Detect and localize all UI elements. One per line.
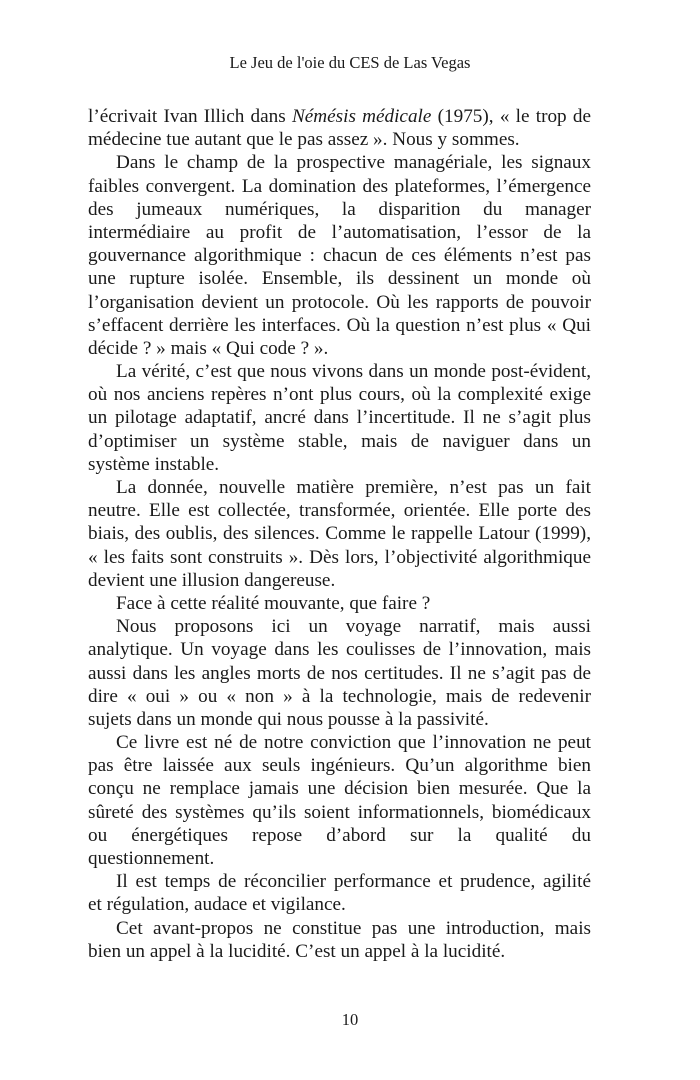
italic-title: Némésis médicale [291,106,432,127]
paragraph [88,151,591,360]
text-line: faibles convergent. La domination des plateformes, l’émergence [88,175,591,197]
text-line: sujets dans un monde qui nous pousse à la passivité. [88,708,489,730]
text-line: une rupture isolée. Ensemble, ils dessinent un monde où [88,268,591,290]
paragraph [88,105,591,151]
text-line: conçu ne remplace jamais une décision bien mesurée. Que la [88,778,591,800]
paragraph [88,615,591,731]
text-line: où nos anciens repères n’ont plus cours, où la complexité exige [88,384,591,406]
text-segment: l’écrivait Ivan Illich dans [88,106,292,127]
text-line: décide ? » mais « Qui code ? ». [88,337,329,359]
paragraph [88,731,591,870]
text-line: intermédiaire au profit de l’automatisation, l’essor de la [88,221,591,243]
text-line: ou énergétiques repose d’abord sur la qualité du [88,824,591,846]
text-line: aussi dans les angles morts de nos certitudes. Il ne s’agit pas de [88,662,591,684]
text-line: système instable. [88,453,220,475]
text-line: s’effacent derrière les interfaces. Où la question n’est plus « Qui [88,314,591,336]
text-line: pas être laissée aux seuls ingénieurs. Qu’un algorithme bien [88,755,591,777]
text-line: Dans le champ de la prospective managériale, les signaux [116,152,591,174]
text-line: La donnée, nouvelle matière première, n’est pas un fait [116,477,591,498]
running-head: Le Jeu de l'oie du CES de Las Vegas [229,53,471,72]
paragraph [88,360,591,476]
text-line: Ce livre est né de notre conviction que l’innovation ne peut [116,732,591,754]
text-line: devient une illusion dangereuse. [88,569,336,591]
text-line: d’optimiser un système stable, mais de naviguer dans un [88,430,591,452]
text-line: Face à cette réalité mouvante, que faire ? [116,592,431,614]
text-line: sûreté des systèmes qu’ils soient informationnels, biomédicaux [88,801,591,823]
text-line: dire « oui » ou « non » à la technologie, mais de redevenir [88,685,591,707]
text-line: et régulation, audace et vigilance. [88,894,346,916]
text-line: La vérité, c’est que nous vivons dans un monde post-évident, [116,361,591,383]
paragraph [88,592,591,615]
text-segment: (1975), « le trop de [431,106,591,127]
text-line: un pilotage adaptatif, ancré dans l’incertitude. Il ne s’agit plus [88,407,591,429]
text-line: l’organisation devient un protocole. Où les rapports de pouvoir [88,291,591,313]
paragraph [88,476,591,592]
text-line: « les faits sont construits ». Dès lors, l’objectivité algorithmique [88,546,591,568]
text-line: Nous proposons ici un voyage narratif, mais aussi [116,616,591,638]
text-line: gouvernance algorithmique : chacun de ces éléments n’est pas [88,245,591,267]
paragraph [88,870,591,916]
body-text [88,105,591,963]
text-line: des jumeaux numériques, la disparition du manager [88,198,591,220]
text-line: neutre. Elle est collectée, transformée, orientée. Elle porte des [88,500,591,522]
text-line: médecine tue autant que le pas assez ». Nous y sommes. [88,129,520,151]
text-line: questionnement. [88,848,215,869]
text-line: analytique. Un voyage dans les coulisses de l’innovation, mais [88,639,591,661]
text-line: Cet avant-propos ne constitue pas une introduction, mais [116,917,591,939]
paragraph [88,917,591,963]
text-line: biais, des oublis, des silences. Comme le rappelle Latour (1999), [88,523,591,545]
text-line [88,105,591,128]
page-number: 10 [341,1010,359,1029]
text-line: Il est temps de réconcilier performance et prudence, agilité [116,871,591,893]
text-line: bien un appel à la lucidité. C’est un appel à la lucidité. [88,940,506,962]
